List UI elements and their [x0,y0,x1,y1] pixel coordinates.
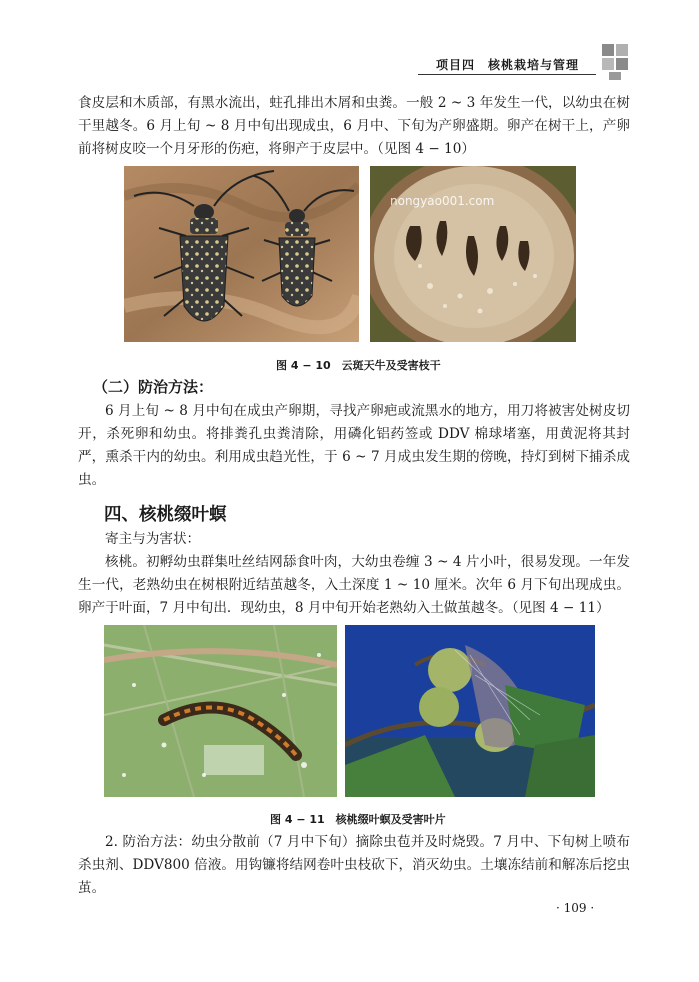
heading-control-methods: （二）防治方法： [93,378,214,396]
damaged-leaves-photo [345,625,595,797]
figure-10-caption: 图 4 − 10 云斑天牛及受害枝干 [276,359,441,372]
figure-11-caption: 图 4 − 11 核桃缀叶螟及受害叶片 [270,813,446,826]
watermark: nongyao001.com [390,194,495,208]
paragraph-control-methods: 6 月上旬 ~ 8 月中旬在成虫产卵期，寻找产卵疤或流黑水的地方，用刀将被害处树皮切开，杀死卵和幼虫。将排粪孔虫粪清除，用磷化铝药签或 DDV 棉球堵塞，用黄泥将其封严，熏杀干内的幼虫。利用成虫趋光性，于 6 ~ 7 月成虫发生期的傍晚，持灯到树下捕杀成虫。 [78,403,630,488]
damaged-trunk-photo [370,166,576,342]
running-header: 项目四 核桃栽培与管理 [435,58,579,72]
caterpillar-photo [104,625,337,797]
page-number: · 109 · [556,901,595,915]
paragraph-host-label: 寄主与为害状： [105,531,201,547]
section-heading: 四、核桃缀叶螟 [104,505,227,525]
paragraph-leaf-roller-control: 2. 防治方法：幼虫分散前（7 月中下旬）摘除虫苞并及时烧毁。7 月中、下旬树上喷布杀虫剂、DDV800 倍液。用钩镰将结网卷叶虫枝砍下，消灭幼虫。土壤冻结前和解冻后挖虫茧。 [78,834,630,896]
longhorn-beetle-photo [124,166,359,342]
paragraph-leaf-roller-life-cycle: 核桃。初孵幼虫群集吐丝结网舔食叶肉，大幼虫卷缠 3 ~ 4 片小叶，很易发现。一年发生一代，老熟幼虫在树根附近结茧越冬，入土深度 1 ~ 10 厘米。次年 6 月下旬出现成虫。卵产于叶面，7 月中旬出．现幼虫，8 月中旬开始老熟幼入土做茧越冬。（见图 4 − 11） [78,554,630,616]
header-rule [418,74,596,75]
paragraph-longhorn-life-cycle: 食皮层和木质部，有黑水流出，蛀孔排出木屑和虫粪。一般 2 ~ 3 年发生一代，以幼虫在树干里越冬。6 月上旬 ~ 8 月中旬出现成虫，6 月中、下旬为产卵盛期。卵产在树干上，产卵前将树皮咬一个月牙形的伤疤，将卵产于皮层中。（见图 4 − 10） [78,95,630,157]
